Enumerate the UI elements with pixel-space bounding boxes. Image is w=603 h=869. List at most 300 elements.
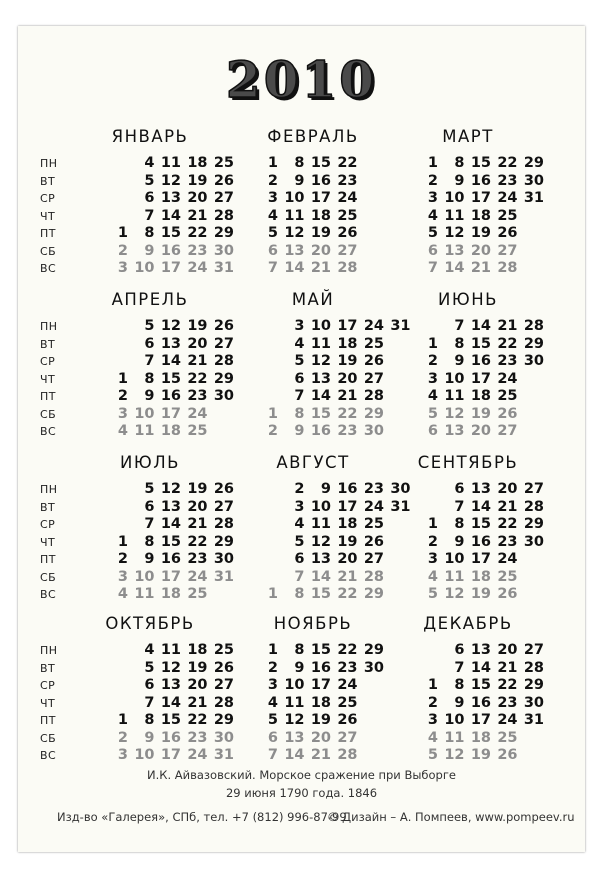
day-number: 4 <box>427 388 438 404</box>
day-number: 8 <box>454 335 465 352</box>
day-number: 12 <box>160 318 181 334</box>
day-number: 25 <box>497 729 518 746</box>
day-number: 31 <box>213 568 234 585</box>
day-number: 20 <box>310 729 331 746</box>
day-number: 12 <box>284 712 305 728</box>
day-number: 3 <box>117 747 128 763</box>
day-number: 7 <box>144 516 155 532</box>
day-number: 14 <box>470 318 491 334</box>
day-number: 7 <box>144 207 155 224</box>
day-number: 2 <box>267 659 278 676</box>
day-number: 5 <box>144 318 155 334</box>
day-number: 10 <box>310 318 331 334</box>
day-number: 29 <box>213 225 234 241</box>
day-number: 1 <box>267 586 278 602</box>
day-number: 14 <box>160 516 181 532</box>
day-number: 7 <box>454 498 465 515</box>
day-number: 26 <box>213 172 234 189</box>
day-number: 10 <box>284 190 305 206</box>
day-number: 22 <box>497 677 518 693</box>
day-number: 2 <box>427 533 438 550</box>
day-number: 4 <box>117 423 128 439</box>
day-number: 13 <box>310 370 331 387</box>
day-number: 19 <box>337 353 358 369</box>
day-number: 20 <box>470 242 491 259</box>
day-number: 12 <box>444 225 465 241</box>
day-number: 29 <box>213 712 234 728</box>
weekday-label: ЧТ <box>40 696 56 710</box>
day-number: 22 <box>187 225 208 241</box>
weekday-label: ПТ <box>40 553 56 566</box>
day-number: 24 <box>497 551 518 567</box>
day-number: 9 <box>144 551 155 567</box>
day-number: 30 <box>213 729 234 746</box>
day-number: 16 <box>470 694 491 711</box>
day-number: 25 <box>213 155 234 171</box>
day-number: 19 <box>310 712 331 728</box>
day-number: 26 <box>497 405 518 422</box>
day-number: 19 <box>337 533 358 550</box>
day-number: 20 <box>187 677 208 693</box>
weekday-label: СБ <box>40 570 57 584</box>
day-number: 1 <box>117 370 128 387</box>
day-number: 8 <box>144 533 155 550</box>
day-number: 30 <box>213 388 234 404</box>
month-title: ОКТЯБРЬ <box>105 614 195 633</box>
day-number: 20 <box>337 551 358 567</box>
day-number: 17 <box>337 318 358 334</box>
day-number: 4 <box>144 642 155 658</box>
day-number: 15 <box>470 677 491 693</box>
weekday-label: ВС <box>40 262 57 275</box>
day-number: 17 <box>470 370 491 387</box>
day-number: 6 <box>267 729 278 746</box>
day-number: 8 <box>144 225 155 241</box>
day-number: 23 <box>497 172 518 189</box>
day-number: 24 <box>187 568 208 585</box>
month-title: ДЕКАБРЬ <box>423 614 513 633</box>
day-number: 16 <box>160 729 181 746</box>
day-number: 11 <box>284 207 305 224</box>
day-number: 20 <box>187 335 208 352</box>
weekday-label: ПТ <box>40 390 56 403</box>
day-number: 21 <box>337 568 358 585</box>
day-number: 22 <box>497 335 518 352</box>
day-number: 7 <box>294 568 305 585</box>
day-number: 14 <box>160 207 181 224</box>
weekday-label: СР <box>40 679 56 692</box>
day-number: 30 <box>523 533 544 550</box>
day-number: 24 <box>497 370 518 387</box>
day-number: 4 <box>427 568 438 585</box>
day-number: 5 <box>427 747 438 763</box>
day-number: 26 <box>497 747 518 763</box>
month-title: АПРЕЛЬ <box>111 290 189 309</box>
day-number: 7 <box>144 694 155 711</box>
day-number: 8 <box>144 370 155 387</box>
day-number: 20 <box>310 242 331 259</box>
weekday-label: ПТ <box>40 714 56 727</box>
day-number: 12 <box>310 533 331 550</box>
day-number: 16 <box>160 242 181 259</box>
day-number: 20 <box>497 642 518 658</box>
day-number: 25 <box>497 207 518 224</box>
month-title: НОЯБРЬ <box>273 614 353 633</box>
day-number: 28 <box>523 318 544 334</box>
weekday-label: ПН <box>40 320 58 333</box>
day-number: 18 <box>160 423 181 439</box>
day-number: 16 <box>470 353 491 369</box>
day-number: 19 <box>470 747 491 763</box>
day-number: 28 <box>337 260 358 276</box>
day-number: 2 <box>427 172 438 189</box>
day-number: 9 <box>454 533 465 550</box>
day-number: 24 <box>187 747 208 763</box>
month-title: МАРТ <box>442 127 494 146</box>
day-number: 29 <box>213 370 234 387</box>
day-number: 18 <box>470 388 491 404</box>
day-number: 24 <box>337 677 358 693</box>
day-number: 7 <box>454 659 465 676</box>
day-number: 30 <box>213 242 234 259</box>
day-number: 26 <box>337 712 358 728</box>
weekday-label: СР <box>40 518 56 531</box>
day-number: 20 <box>337 370 358 387</box>
day-number: 6 <box>427 242 438 259</box>
day-number: 1 <box>267 405 278 422</box>
day-number: 21 <box>497 659 518 676</box>
day-number: 29 <box>523 335 544 352</box>
day-number: 6 <box>144 498 155 515</box>
weekday-label: СБ <box>40 407 57 421</box>
day-number: 16 <box>310 172 331 189</box>
day-number: 12 <box>160 659 181 676</box>
day-number: 11 <box>134 586 155 602</box>
day-number: 6 <box>454 642 465 658</box>
day-number: 30 <box>523 694 544 711</box>
day-number: 9 <box>294 423 305 439</box>
day-number: 21 <box>497 498 518 515</box>
weekday-label: ВС <box>40 425 57 438</box>
day-number: 16 <box>337 481 358 497</box>
day-number: 25 <box>213 642 234 658</box>
day-number: 10 <box>444 712 465 728</box>
day-number: 13 <box>284 729 305 746</box>
day-number: 2 <box>117 242 128 259</box>
day-number: 1 <box>427 516 438 532</box>
day-number: 1 <box>117 533 128 550</box>
day-number: 14 <box>310 388 331 404</box>
day-number: 31 <box>523 712 544 728</box>
day-number: 23 <box>187 242 208 259</box>
design-credit: © Дизайн – А. Помпеев, www.pompeev.ru <box>327 810 575 824</box>
weekday-label: ПН <box>40 483 58 496</box>
day-number: 26 <box>497 225 518 241</box>
day-number: 29 <box>363 405 384 422</box>
day-number: 13 <box>470 481 491 497</box>
day-number: 11 <box>444 207 465 224</box>
day-number: 12 <box>444 405 465 422</box>
day-number: 4 <box>117 586 128 602</box>
day-number: 25 <box>187 423 208 439</box>
day-number: 7 <box>454 318 465 334</box>
day-number: 15 <box>310 405 331 422</box>
day-number: 19 <box>187 481 208 497</box>
day-number: 9 <box>144 242 155 259</box>
day-number: 3 <box>117 260 128 276</box>
day-number: 26 <box>337 225 358 241</box>
day-number: 31 <box>390 498 411 515</box>
day-number: 15 <box>470 516 491 532</box>
day-number: 16 <box>160 551 181 567</box>
day-number: 20 <box>497 481 518 497</box>
weekday-label: ВТ <box>40 337 56 351</box>
day-number: 1 <box>117 712 128 728</box>
weekday-label: ВС <box>40 588 57 601</box>
day-number: 18 <box>187 155 208 171</box>
day-number: 19 <box>470 225 491 241</box>
day-number: 6 <box>427 423 438 439</box>
weekday-label: СР <box>40 355 56 368</box>
day-number: 10 <box>134 260 155 276</box>
day-number: 31 <box>523 190 544 206</box>
day-number: 5 <box>267 225 278 241</box>
day-number: 11 <box>134 423 155 439</box>
month-title: СЕНТЯБРЬ <box>417 453 519 472</box>
weekday-label: ВТ <box>40 661 56 675</box>
day-number: 21 <box>497 318 518 334</box>
day-number: 16 <box>470 533 491 550</box>
day-number: 22 <box>337 405 358 422</box>
day-number: 21 <box>310 747 331 763</box>
day-number: 4 <box>427 207 438 224</box>
day-number: 24 <box>187 405 208 422</box>
painting-caption-line1: И.К. Айвазовский. Морское сражение при Выборге <box>147 768 456 782</box>
day-number: 9 <box>294 659 305 676</box>
day-number: 8 <box>454 155 465 171</box>
day-number: 30 <box>213 551 234 567</box>
day-number: 25 <box>363 516 384 532</box>
day-number: 31 <box>213 260 234 276</box>
day-number: 8 <box>294 405 305 422</box>
day-number: 19 <box>187 318 208 334</box>
day-number: 5 <box>144 481 155 497</box>
day-number: 1 <box>427 335 438 352</box>
day-number: 29 <box>213 533 234 550</box>
day-number: 21 <box>310 260 331 276</box>
day-number: 19 <box>470 405 491 422</box>
day-number: 23 <box>497 533 518 550</box>
day-number: 10 <box>310 498 331 515</box>
day-number: 1 <box>427 155 438 171</box>
day-number: 6 <box>454 481 465 497</box>
day-number: 2 <box>267 423 278 439</box>
day-number: 18 <box>310 694 331 711</box>
day-number: 1 <box>427 677 438 693</box>
day-number: 22 <box>497 155 518 171</box>
day-number: 19 <box>470 586 491 602</box>
day-number: 9 <box>294 172 305 189</box>
day-number: 24 <box>363 498 384 515</box>
day-number: 17 <box>470 190 491 206</box>
day-number: 13 <box>470 642 491 658</box>
day-number: 11 <box>310 335 331 352</box>
day-number: 4 <box>267 694 278 711</box>
day-number: 20 <box>187 190 208 206</box>
day-number: 8 <box>294 642 305 658</box>
day-number: 27 <box>213 190 234 206</box>
day-number: 21 <box>187 516 208 532</box>
day-number: 18 <box>187 642 208 658</box>
day-number: 4 <box>267 207 278 224</box>
weekday-label: СР <box>40 192 56 205</box>
day-number: 26 <box>213 481 234 497</box>
day-number: 24 <box>363 318 384 334</box>
day-number: 23 <box>187 388 208 404</box>
day-number: 3 <box>267 677 278 693</box>
day-number: 6 <box>144 335 155 352</box>
day-number: 3 <box>117 405 128 422</box>
day-number: 23 <box>497 353 518 369</box>
day-number: 23 <box>337 659 358 676</box>
day-number: 17 <box>470 551 491 567</box>
day-number: 1 <box>267 642 278 658</box>
day-number: 28 <box>363 388 384 404</box>
day-number: 21 <box>337 388 358 404</box>
day-number: 6 <box>267 242 278 259</box>
month-title: ИЮНЬ <box>438 290 498 309</box>
day-number: 6 <box>294 551 305 567</box>
weekday-label: ВТ <box>40 500 56 514</box>
day-number: 2 <box>427 353 438 369</box>
month-title: АВГУСТ <box>276 453 350 472</box>
day-number: 12 <box>160 172 181 189</box>
day-number: 11 <box>160 155 181 171</box>
day-number: 3 <box>427 370 438 387</box>
day-number: 7 <box>267 260 278 276</box>
day-number: 27 <box>213 335 234 352</box>
day-number: 14 <box>470 659 491 676</box>
day-number: 30 <box>390 481 411 497</box>
day-number: 25 <box>497 568 518 585</box>
day-number: 28 <box>213 516 234 532</box>
day-number: 24 <box>497 712 518 728</box>
day-number: 10 <box>444 551 465 567</box>
day-number: 11 <box>284 694 305 711</box>
day-number: 14 <box>160 353 181 369</box>
day-number: 14 <box>284 747 305 763</box>
day-number: 19 <box>187 659 208 676</box>
day-number: 2 <box>117 388 128 404</box>
day-number: 20 <box>470 423 491 439</box>
day-number: 16 <box>160 388 181 404</box>
day-number: 23 <box>337 423 358 439</box>
month-title: ИЮЛЬ <box>120 453 180 472</box>
day-number: 6 <box>144 190 155 206</box>
day-number: 5 <box>427 225 438 241</box>
day-number: 21 <box>187 694 208 711</box>
day-number: 23 <box>497 694 518 711</box>
day-number: 8 <box>454 677 465 693</box>
day-number: 17 <box>310 677 331 693</box>
day-number: 15 <box>160 712 181 728</box>
day-number: 31 <box>390 318 411 334</box>
weekday-label: ПН <box>40 157 58 170</box>
day-number: 22 <box>337 586 358 602</box>
day-number: 28 <box>523 659 544 676</box>
day-number: 25 <box>497 388 518 404</box>
day-number: 27 <box>213 498 234 515</box>
day-number: 27 <box>213 677 234 693</box>
day-number: 28 <box>213 353 234 369</box>
day-number: 22 <box>337 642 358 658</box>
day-number: 5 <box>144 659 155 676</box>
day-number: 27 <box>337 242 358 259</box>
month-title: МАЙ <box>291 290 335 309</box>
day-number: 18 <box>470 729 491 746</box>
day-number: 14 <box>444 260 465 276</box>
weekday-label: ВТ <box>40 174 56 188</box>
day-number: 13 <box>444 242 465 259</box>
month-title: ФЕВРАЛЬ <box>267 127 359 146</box>
day-number: 29 <box>363 586 384 602</box>
day-number: 28 <box>213 207 234 224</box>
day-number: 3 <box>427 190 438 206</box>
day-number: 3 <box>294 498 305 515</box>
day-number: 23 <box>363 481 384 497</box>
day-number: 3 <box>294 318 305 334</box>
day-number: 26 <box>213 659 234 676</box>
day-number: 12 <box>284 225 305 241</box>
weekday-label: ПТ <box>40 227 56 240</box>
day-number: 26 <box>213 318 234 334</box>
weekday-label: СБ <box>40 731 57 745</box>
day-number: 5 <box>144 172 155 189</box>
day-number: 30 <box>363 423 384 439</box>
day-number: 31 <box>213 747 234 763</box>
day-number: 22 <box>187 712 208 728</box>
day-number: 13 <box>310 551 331 567</box>
day-number: 3 <box>427 551 438 567</box>
day-number: 21 <box>187 207 208 224</box>
day-number: 13 <box>160 335 181 352</box>
weekday-label: ВС <box>40 749 57 762</box>
day-number: 4 <box>427 729 438 746</box>
month-title: ЯНВАРЬ <box>111 127 189 146</box>
day-number: 4 <box>144 155 155 171</box>
day-number: 21 <box>470 260 491 276</box>
day-number: 13 <box>160 190 181 206</box>
day-number: 15 <box>310 155 331 171</box>
day-number: 10 <box>444 370 465 387</box>
day-number: 23 <box>187 729 208 746</box>
day-number: 18 <box>310 207 331 224</box>
day-number: 9 <box>454 172 465 189</box>
day-number: 8 <box>294 155 305 171</box>
day-number: 23 <box>187 551 208 567</box>
day-number: 10 <box>134 747 155 763</box>
day-number: 18 <box>160 586 181 602</box>
weekday-label: СБ <box>40 244 57 258</box>
publisher-info: Изд-во «Галерея», СПб, тел. +7 (812) 996-87-99 <box>57 810 347 824</box>
day-number: 5 <box>427 586 438 602</box>
day-number: 8 <box>454 516 465 532</box>
day-number: 18 <box>470 568 491 585</box>
day-number: 14 <box>310 568 331 585</box>
day-number: 5 <box>267 712 278 728</box>
day-number: 7 <box>427 260 438 276</box>
day-number: 13 <box>284 242 305 259</box>
